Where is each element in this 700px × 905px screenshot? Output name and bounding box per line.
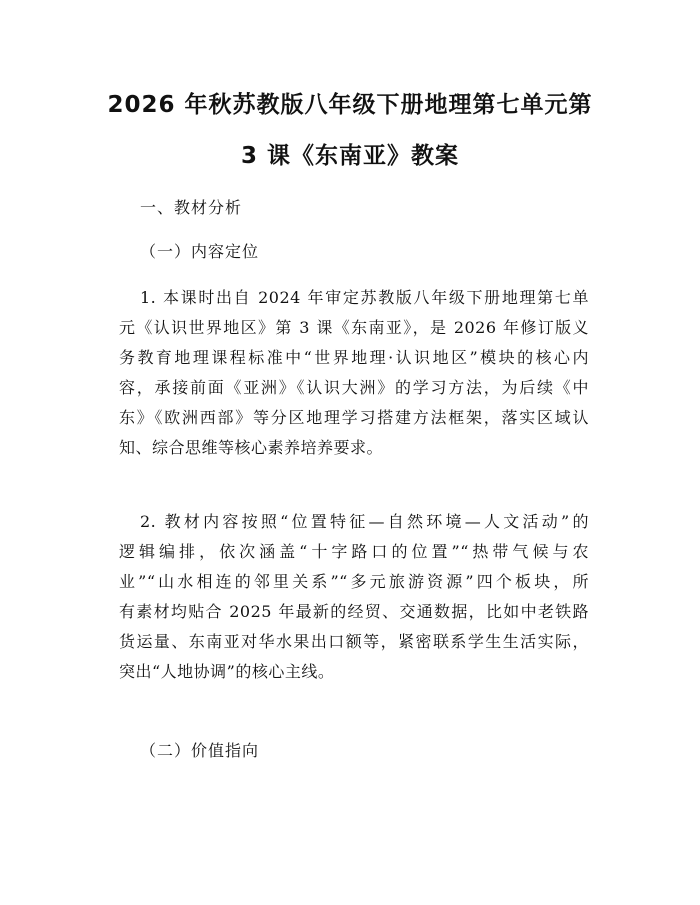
paragraph-line: 业”“山水相连的邻里关系”“多元旅游资源”四个板块，所 — [119, 572, 589, 591]
paragraph-line: 突出“人地协调”的核心主线。 — [119, 662, 335, 681]
paragraph-line: 知、综合思维等核心素养培养要求。 — [119, 438, 384, 457]
paragraph-line: 1. 本课时出自 2024 年审定苏教版八年级下册地理第七单 — [140, 288, 589, 307]
subsection-heading-content-positioning: （一）内容定位 — [140, 242, 260, 261]
subsection-heading-value-orientation: （二）价值指向 — [140, 741, 260, 760]
paragraph-line: 东》《欧洲西部》等分区地理学习搭建方法框架，落实区域认 — [119, 408, 589, 427]
paragraph-line: 务教育地理课程标准中“世界地理·认识地区”模块的核心内 — [119, 348, 589, 367]
paragraph-line: 元《认识世界地区》第 3 课《东南亚》，是 2026 年修订版义 — [119, 318, 589, 337]
document-title-line-1: 2026 年秋苏教版八年级下册地理第七单元第 — [107, 92, 593, 118]
paragraph-line: 有素材均贴合 2025 年最新的经贸、交通数据，比如中老铁路 — [119, 602, 589, 621]
paragraph-line: 货运量、东南亚对华水果出口额等，紧密联系学生生活实际， — [119, 632, 589, 651]
paragraph-line: 容，承接前面《亚洲》《认识大洲》的学习方法，为后续《中 — [119, 378, 589, 397]
paragraph-line: 逻辑编排，依次涵盖“十字路口的位置”“热带气候与农 — [119, 542, 589, 561]
paragraph-1 — [119, 283, 589, 463]
section-heading-textbook-analysis: 一、教材分析 — [140, 198, 243, 217]
document-title-line-2: 3 课《东南亚》教案 — [240, 143, 459, 169]
paragraph-2 — [119, 507, 589, 687]
paragraph-line: 2. 教材内容按照“位置特征—自然环境—人文活动”的 — [140, 512, 589, 531]
